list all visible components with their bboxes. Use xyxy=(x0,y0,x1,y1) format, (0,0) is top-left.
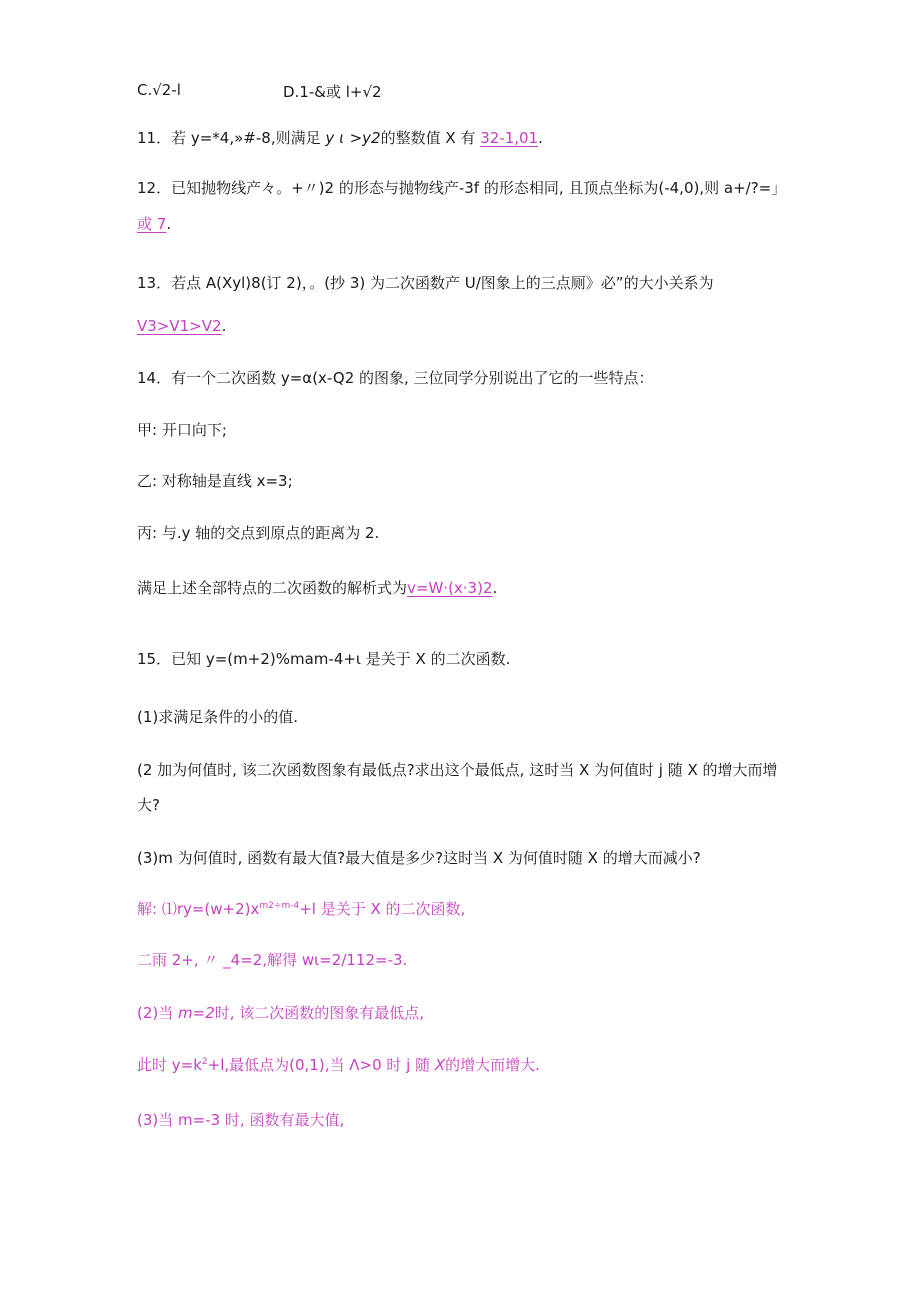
answer: v=W·(x·3)2 xyxy=(407,579,493,597)
question-text: 的整数值 X 有 xyxy=(380,129,476,147)
question-text: 满足上述全部特点的二次函数的解析式为 xyxy=(137,579,408,597)
part-3: (3)m 为何值时, 函数有最大值?最大值是多少?这时当 X 为何值时随 X 的增大而减小? xyxy=(137,849,701,867)
question-number: 12 xyxy=(137,179,157,197)
feature-a: 甲: 开口向下; xyxy=(137,421,227,439)
punctuation: . xyxy=(492,579,498,597)
question-number: 13 xyxy=(137,274,157,292)
solution-text: 时, 该二次函数的图象有最低点, xyxy=(214,1004,425,1022)
question-text: ．已知抛物线产々。+〃)2 的形态与抛物线产-3f 的形态相同, 且顶点坐标为(-4,0),则 a+/?=」 xyxy=(156,179,787,197)
solution-text: 的增大而增大. xyxy=(445,1056,540,1074)
exponent: m2÷m-4 xyxy=(259,901,300,911)
option-c: C.√2-l xyxy=(137,81,181,99)
question-13-answer xyxy=(137,316,226,336)
solution-line-3 xyxy=(137,1003,424,1023)
part-2-cont: 大? xyxy=(137,796,160,814)
math-var: X xyxy=(434,1056,446,1074)
question-14 xyxy=(137,368,654,388)
question-text: ．有一个二次函数 y=α(x-Q2 的图象, 三位同学分别说出了它的一些特点： xyxy=(156,369,654,387)
solution-text: +l,最低点为(0,1),当 Λ>0 时 j 随 xyxy=(207,1056,431,1074)
feature-b: 乙: 对称轴是直线 x=3; xyxy=(137,472,293,490)
exponent: 2 xyxy=(201,1057,208,1067)
question-15 xyxy=(137,649,510,669)
part-2: (2 加为何值时, 该二次函数图象有最低点?求出这个最低点, 这时当 X 为何值时 j 随 X 的增大而增 xyxy=(137,761,778,779)
solution-line-2: 二雨 2+, 〃 _4=2,解得 wι=2/112=-3. xyxy=(137,951,408,969)
part-1: (1)求满足条件的小的值. xyxy=(137,708,299,726)
answer: V3>V1>V2 xyxy=(137,317,222,335)
punctuation: . xyxy=(221,317,227,335)
question-14-summary xyxy=(137,578,497,598)
question-12-answer xyxy=(137,214,171,234)
question-12 xyxy=(137,178,786,198)
question-text: ．若点 A(Xyl)8(订 2)，。(抄 3) 为二次函数产 U/图象上的三点厕》必”的大小关系为 xyxy=(156,274,714,292)
question-number: 15 xyxy=(137,650,157,668)
question-number: 11 xyxy=(137,129,157,147)
solution-text: +l 是关于 X 的二次函数, xyxy=(299,900,466,918)
question-13 xyxy=(137,273,714,293)
punctuation: . xyxy=(538,129,543,147)
solution-line-5: (3)当 m=-3 时, 函数有最大值, xyxy=(137,1111,345,1129)
feature-c: 丙: 与.y 轴的交点到原点的距离为 2. xyxy=(137,524,380,542)
solution-line-1 xyxy=(137,899,465,919)
math-var: m=2 xyxy=(178,1004,215,1022)
question-text: ．已知 y=(m+2)%mam-4+ι 是关于 X 的二次函数. xyxy=(156,650,511,668)
solution-text: 此时 y=k xyxy=(137,1056,202,1074)
solution-line-4 xyxy=(137,1055,540,1075)
solution-text: (2)当 xyxy=(137,1004,174,1022)
question-number: 14 xyxy=(137,369,157,387)
question-text: ．若 y=*4,»#-8,则满足 xyxy=(156,129,321,147)
question-11 xyxy=(137,128,543,148)
inequality: y ɩ >y2 xyxy=(325,129,381,147)
option-d: D.1-&或 l+√2 xyxy=(283,83,382,101)
answer: 32-1,01 xyxy=(480,129,539,147)
solution-text: 解: ⑴ry=(w+2)x xyxy=(137,900,260,918)
answer: 或 7 xyxy=(137,215,167,233)
punctuation: . xyxy=(166,215,172,233)
